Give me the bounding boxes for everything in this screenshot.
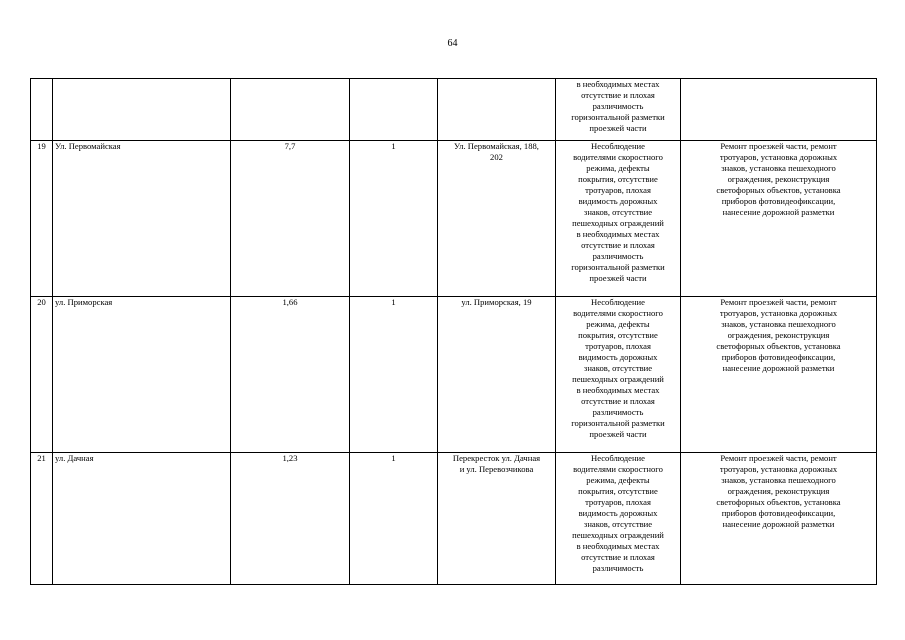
measures-line: светофорных объектов, установка [716,341,841,351]
measures-line: тротуаров, установка дорожных [719,308,838,318]
cell-street: ул. Приморская [53,297,231,453]
cell-street [53,79,231,141]
cause-line: тротуаров, плохая [585,185,651,195]
place-line: и ул. Перевозчикова [459,464,534,474]
measures-line: нанесение дорожной разметки [722,519,835,529]
measures-line: приборов фотовидеофиксации, [721,352,836,362]
cell-place [438,453,556,585]
cause-line: режима, дефекты [586,475,650,485]
place-line: Ул. Первомайская, 188, [454,141,539,151]
cell-length: 1,66 [231,297,350,453]
cell-cause [556,141,681,297]
cell-measures [681,79,877,141]
measures-line: Ремонт проезжей части, ремонт [720,453,837,463]
cause-line: Несоблюдение [591,453,645,463]
cell-number [31,79,53,141]
cause-line: пешеходных ограждений [572,374,664,384]
cell-place [438,297,556,453]
cell-cause [556,453,681,585]
cause-line: отсутствие и плохая [581,240,655,250]
cause-line: видимость дорожных [578,352,658,362]
cause-line: видимость дорожных [578,508,658,518]
table-row [31,453,877,585]
table-row-continued [31,79,877,141]
cause-line: различимость [592,407,644,417]
cause-line: покрытия, отсутствие [578,174,658,184]
measures-line: ограждения, реконструкция [727,174,830,184]
place-line: 202 [490,152,503,162]
cell-cause [556,297,681,453]
cause-line: режима, дефекты [586,319,650,329]
measures-line: Ремонт проезжей части, ремонт [720,297,837,307]
measures-line: светофорных объектов, установка [716,185,841,195]
cell-number: 20 [31,297,53,453]
cell-place [438,141,556,297]
cause-line: отсутствие и плохая [581,396,655,406]
cause-line: водителями скоростного [573,308,663,318]
measures-line: нанесение дорожной разметки [722,207,835,217]
measures-line: тротуаров, установка дорожных [719,464,838,474]
cell-count: 1 [350,453,438,585]
measures-line: Ремонт проезжей части, ремонт [720,141,837,151]
cause-line: различимость [592,563,644,573]
cause-line: пешеходных ограждений [572,530,664,540]
cell-street: ул. Дачная [53,453,231,585]
place-line: Перекресток ул. Дачная [452,453,541,463]
cause-line: тротуаров, плохая [585,341,651,351]
measures-line: ограждения, реконструкция [727,486,830,496]
cell-cause [556,79,681,141]
cause-line: различимость [592,251,644,261]
measures-line: ограждения, реконструкция [727,330,830,340]
cause-line: проезжей части [589,123,647,133]
measures-line: приборов фотовидеофиксации, [721,196,836,206]
cause-line: тротуаров, плохая [585,497,651,507]
cell-measures [681,453,877,585]
cause-line: в необходимых местах [576,541,660,551]
cause-line: водителями скоростного [573,152,663,162]
cause-line: Несоблюдение [591,141,645,151]
cause-line: режима, дефекты [586,163,650,173]
cell-count [350,79,438,141]
cause-line: в необходимых местах [576,229,660,239]
measures-line: тротуаров, установка дорожных [719,152,838,162]
place-line: ул. Приморская, 19 [461,297,532,307]
cell-measures [681,297,877,453]
measures-line: знаков, установка пешеходного [721,163,836,173]
cell-number: 21 [31,453,53,585]
measures-line: светофорных объектов, установка [716,497,841,507]
cause-line: горизонтальной разметки [571,418,665,428]
measures-line: приборов фотовидеофиксации, [721,508,836,518]
cell-length: 7,7 [231,141,350,297]
cell-street: Ул. Первомайская [53,141,231,297]
cause-line: пешеходных ограждений [572,218,664,228]
cause-line: покрытия, отсутствие [578,330,658,340]
cause-line: проезжей части [589,429,647,439]
cell-count: 1 [350,141,438,297]
cell-length: 1,23 [231,453,350,585]
measures-line: знаков, установка пешеходного [721,319,836,329]
measures-line: нанесение дорожной разметки [722,363,835,373]
cause-line: знаков, отсутствие [583,207,653,217]
cause-line: знаков, отсутствие [583,363,653,373]
cause-line: видимость дорожных [578,196,658,206]
cause-line: знаков, отсутствие [583,519,653,529]
cause-line: различимость [592,101,644,111]
cause-line: горизонтальной разметки [571,112,665,122]
cause-line: горизонтальной разметки [571,262,665,272]
cause-line: в необходимых местах [576,79,660,89]
cause-line: водителями скоростного [573,464,663,474]
cause-line: Несоблюдение [591,297,645,307]
cause-line: в необходимых местах [576,385,660,395]
cause-line: отсутствие и плохая [581,552,655,562]
table-row [31,297,877,453]
cell-count: 1 [350,297,438,453]
cause-line: проезжей части [589,273,647,283]
road-sections-table [30,78,877,585]
page-number: 64 [447,38,458,49]
cause-line: покрытия, отсутствие [578,486,658,496]
measures-line: знаков, установка пешеходного [721,475,836,485]
cell-place [438,79,556,141]
table-row [31,141,877,297]
cell-length [231,79,350,141]
cell-measures [681,141,877,297]
cause-line: отсутствие и плохая [581,90,655,100]
cell-number: 19 [31,141,53,297]
